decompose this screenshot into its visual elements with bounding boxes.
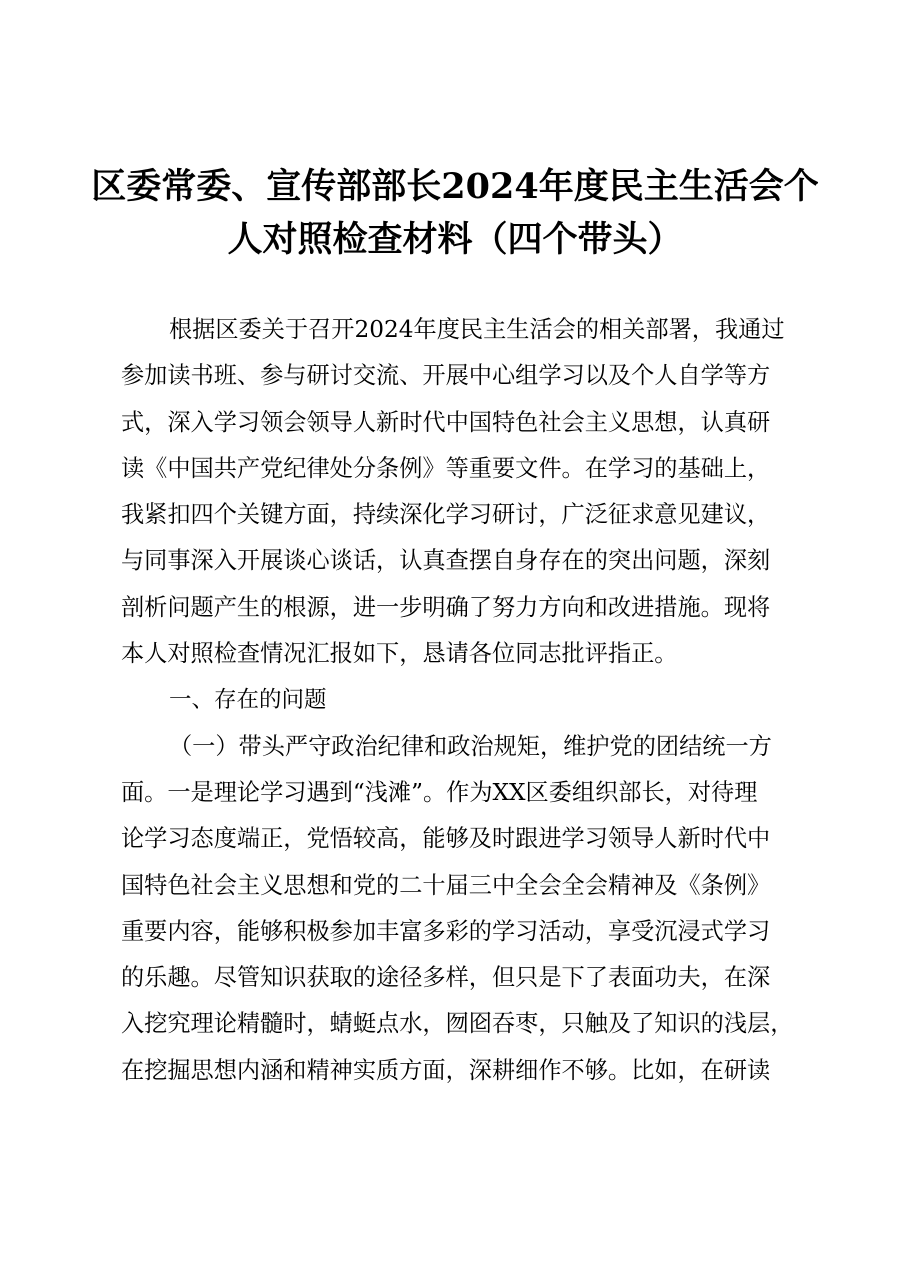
paragraph-line: 论学习态度端正，党悟较高，能够及时跟进学习领导人新时代中 xyxy=(121,825,771,853)
document-body xyxy=(121,307,811,1094)
paragraph-line: 式，深入学习领会领导人新时代中国特色社会主义思想，认真研 xyxy=(121,408,771,436)
title-line: 人对照检查材料（四个带头） xyxy=(227,219,683,260)
paragraph-line: 入挖究理论精髓时，蜻蜓点水，囫囵吞枣，只触及了知识的浅层， xyxy=(121,1010,794,1038)
paragraph-line: 重要内容，能够积极参加丰富多彩的学习活动，享受沉浸式学习 xyxy=(121,917,771,945)
section-heading: 一、存在的问题 xyxy=(169,687,327,714)
paragraph-line: 的乐趣。尽管知识获取的途径多样，但只是下了表面功夫，在深 xyxy=(121,964,771,992)
paragraph-line: 读《中国共产党纪律处分条例》等重要文件。在学习的基础上， xyxy=(121,454,771,482)
paragraph-line: 参加读书班、参与研讨交流、开展中心组学习以及个人自学等方 xyxy=(121,362,771,390)
title-line: 区委常委、宣传部部长2024年度民主生活会个 xyxy=(91,166,819,207)
paragraph-line: 国特色社会主义思想和党的二十届三中全会全会精神及《条例》 xyxy=(121,871,771,899)
paragraph-line: 本人对照检查情况汇报如下，恳请各位同志批评指正。 xyxy=(121,640,678,668)
paragraph-line: 剖析问题产生的根源，进一步明确了努力方向和改进措施。现将 xyxy=(121,593,771,621)
paragraph-line: 与同事深入开展谈心谈话，认真查摆自身存在的突出问题，深刻 xyxy=(121,547,771,575)
paragraph-line: 根据区委关于召开2024年度民主生活会的相关部署，我通过 xyxy=(169,316,785,343)
document-title xyxy=(90,160,820,266)
paragraph-line: 在挖掘思想内涵和精神实质方面，深耕细作不够。比如，在研读 xyxy=(121,1056,771,1084)
paragraph-line: 面。一是理论学习遇到“浅滩”。作为XX区委组织部长，对待理 xyxy=(121,778,758,806)
subsection-line: （一）带头严守政治纪律和政治规矩，维护党的团结统一方 xyxy=(169,732,772,760)
paragraph-line: 我紧扣四个关键方面，持续深化学习研讨，广泛征求意见建议， xyxy=(121,501,771,529)
